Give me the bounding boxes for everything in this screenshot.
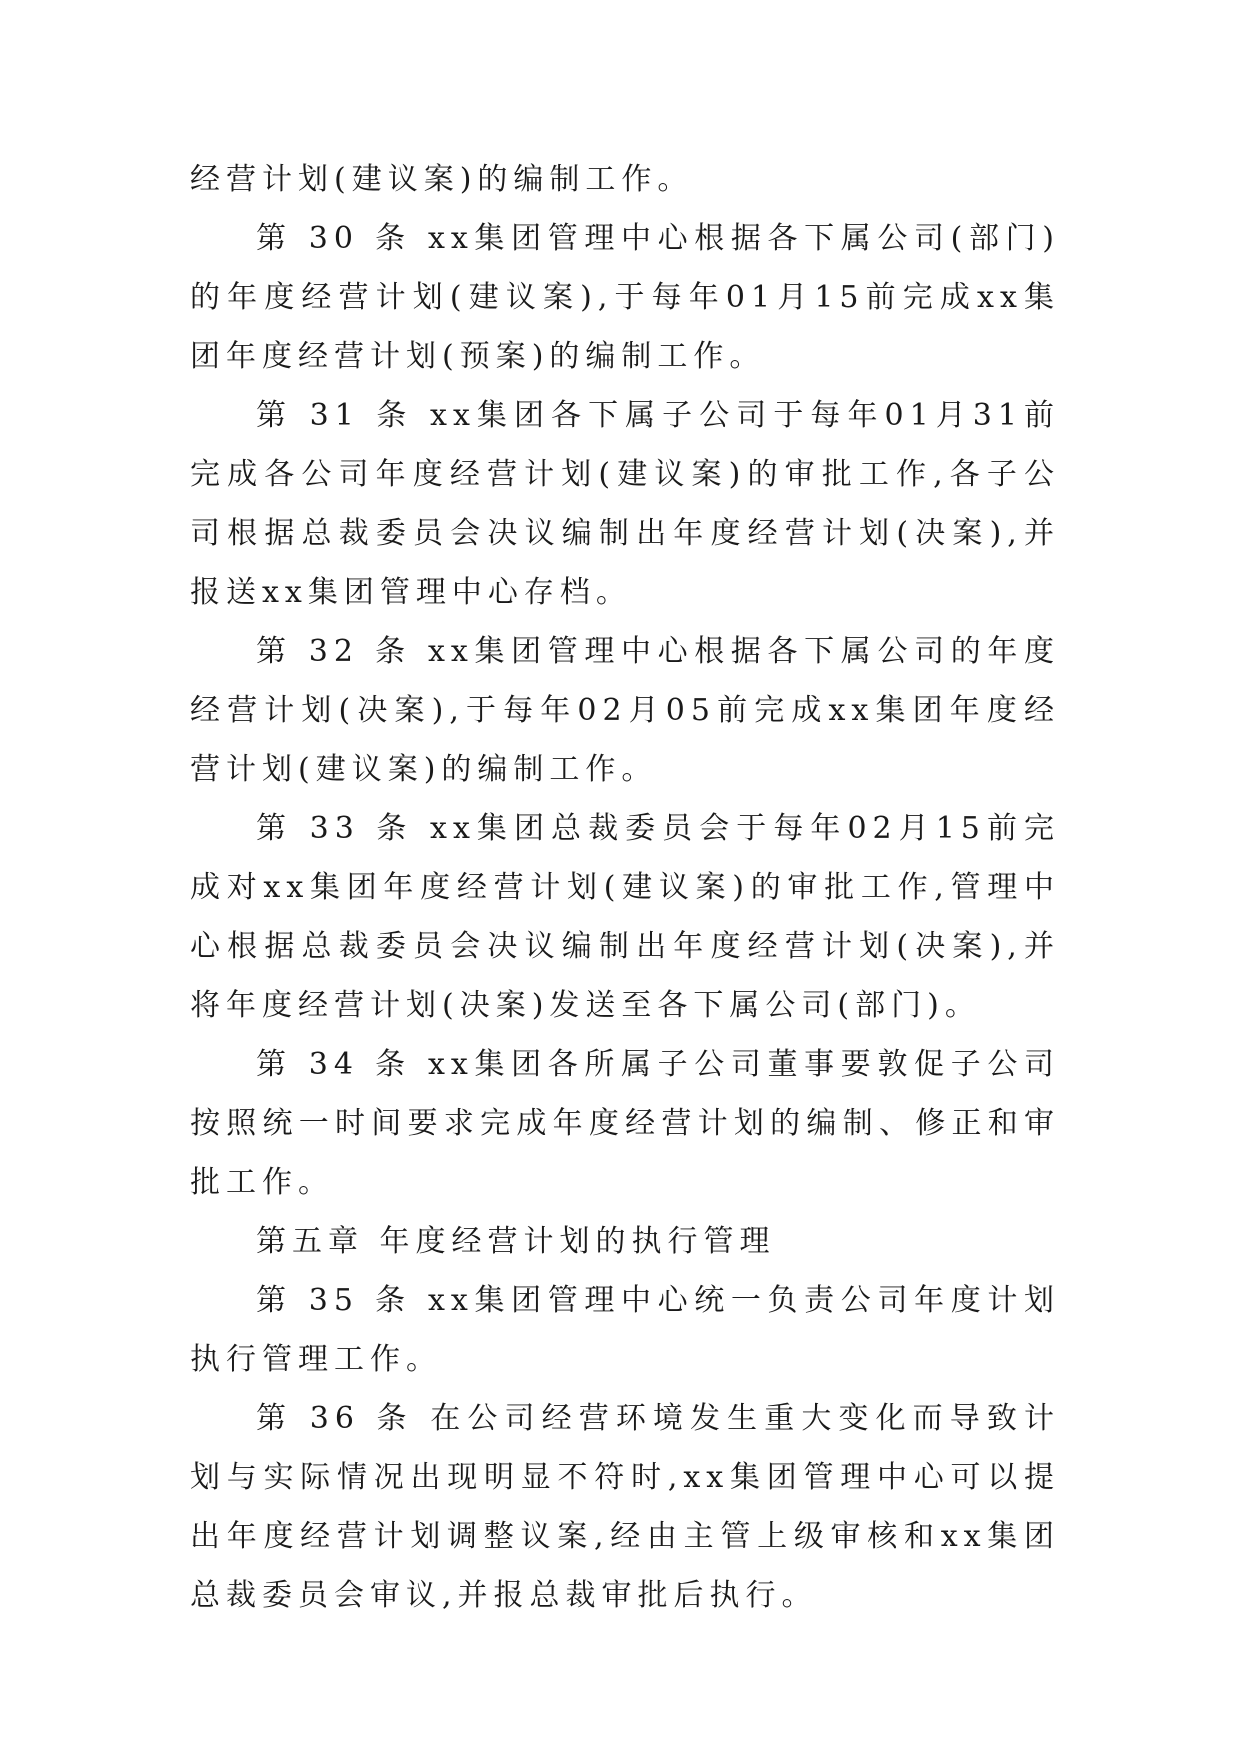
paragraph-article-32: 第 32 条 xx集团管理中心根据各下属公司的年度经营计划(决案),于每年02月05前完成xx集团年度经营计划(建议案)的编制工作。 [190, 634, 1060, 787]
paragraph-continuation: 经营计划(建议案)的编制工作。 [190, 162, 694, 197]
paragraph-article-36: 第 36 条 在公司经营环境发生重大变化而导致计划与实际情况出现明显不符时,xx集团管理中心可以提出年度经营计划调整议案,经由主管上级审核和xx集团总裁委员会审议,并报总裁审批后执行。 [190, 1401, 1060, 1613]
paragraph-article-33: 第 33 条 xx集团总裁委员会于每年02月15前完成对xx集团年度经营计划(建议案)的审批工作,管理中心根据总裁委员会决议编制出年度经营计划(决案),并将年度经营计划(决案)发送至各下属公司(部门)。 [190, 811, 1060, 1023]
document-body [190, 150, 1060, 1625]
paragraph-article-34: 第 34 条 xx集团各所属子公司董事要敦促子公司按照统一时间要求完成年度经营计划的编制、修正和审批工作。 [190, 1047, 1060, 1200]
paragraph-article-35: 第 35 条 xx集团管理中心统一负责公司年度计划执行管理工作。 [190, 1283, 1060, 1377]
paragraph-article-31: 第 31 条 xx集团各下属子公司于每年01月31前完成各公司年度经营计划(建议案)的审批工作,各子公司根据总裁委员会决议编制出年度经营计划(决案),并报送xx集团管理中心存档。 [190, 398, 1060, 610]
chapter-heading-5: 第五章 年度经营计划的执行管理 [256, 1224, 776, 1259]
paragraph-article-30: 第 30 条 xx集团管理中心根据各下属公司(部门)的年度经营计划(建议案),于每年01月15前完成xx集团年度经营计划(预案)的编制工作。 [190, 221, 1060, 374]
